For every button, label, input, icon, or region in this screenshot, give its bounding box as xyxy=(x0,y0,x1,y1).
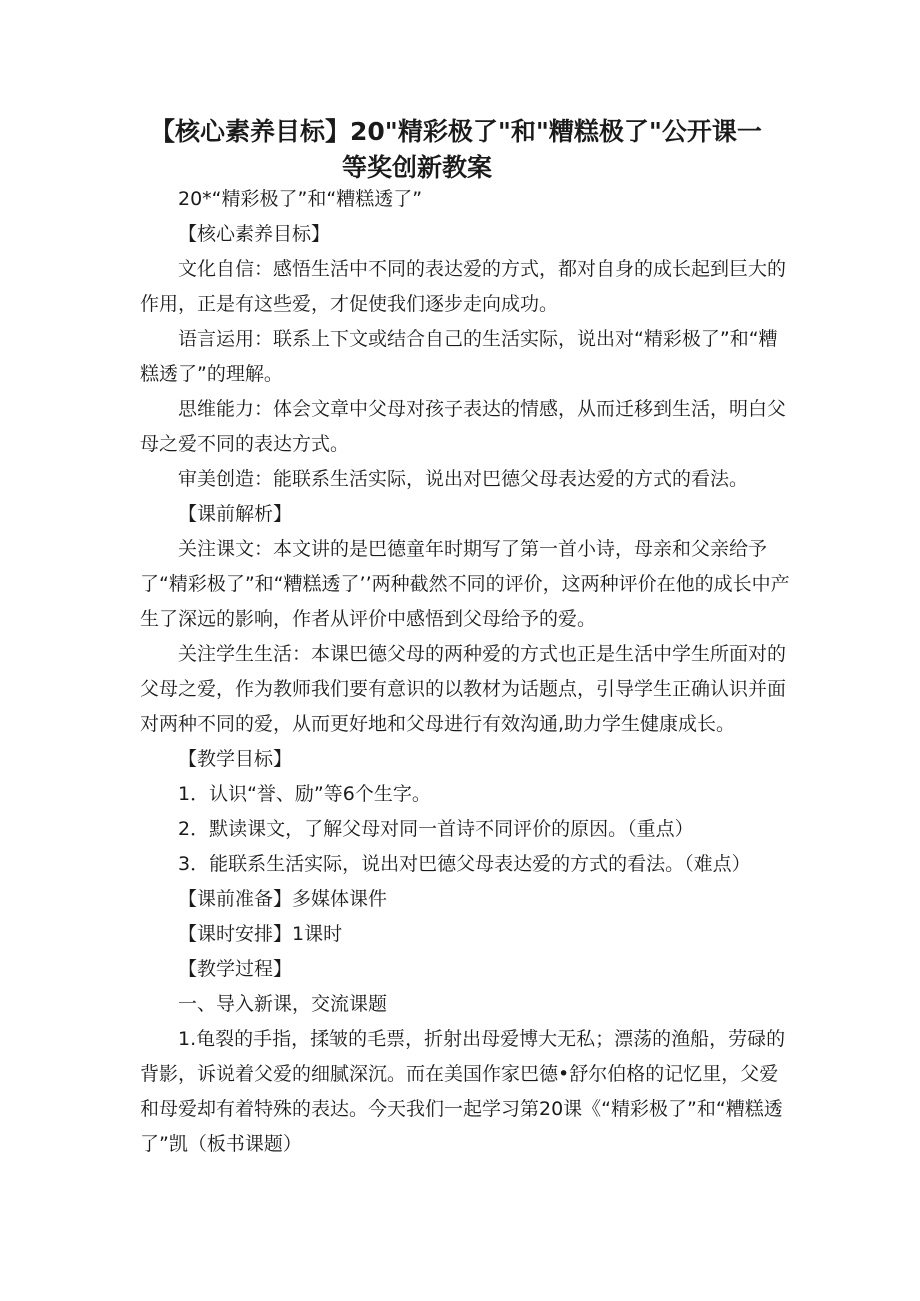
title-line-1: 【核心素养目标】20"精彩极了"和"糟糕极了"公开课一 xyxy=(150,117,762,146)
section-heading-teaching-process: 【教学过程】 xyxy=(178,958,293,980)
goal-item-1: 1．认识“誉、励”等6个生字。 xyxy=(178,783,431,805)
goal-item-2: 2．默读课文，了解父母对同一首诗不同评价的原因。（重点） xyxy=(178,818,694,840)
step-heading-1: 一、导入新课，交流课题 xyxy=(178,993,388,1015)
document-title xyxy=(150,114,810,186)
paragraph-focus-text: 关注课文：本文讲的是巴德童年时期写了第一首小诗，母亲和父亲给予了“精彩极了”和“糟糕透了’’两种截然不同的评价，这两种评价在他的成长中产生了深远的影响，作者从评价中感悟到父母给予的爱。 xyxy=(140,538,790,630)
section-schedule: 【课时安排】1课时 xyxy=(178,923,343,945)
paragraph-focus-student-life: 关注学生生活：本课巴德父母的两种爱的方式也正是生活中学生所面对的父母之爱，作为教师我们要有意识的以教材为话题点，引导学生正确认识并面对两种不同的爱，从而更好地和父母进行有效沟通,助力学生健康成长。 xyxy=(140,643,787,735)
paragraph-thinking-ability: 思维能力：体会文章中父母对孩子表达的情感，从而迁移到生活，明白父母之爱不同的表达方式。 xyxy=(140,398,787,455)
lesson-heading: 20*“精彩极了”和“糟糕透了” xyxy=(178,188,423,210)
paragraph-language-use: 语言运用：联系上下文或结合自己的生活实际，说出对“精彩极了”和“糟糕透了”的理解。 xyxy=(140,328,778,385)
paragraph-introduction: 1.龟裂的手指，揉皱的毛票，折射出母爱博大无私；漂荡的渔船，劳碌的背影，诉说着父爱的细腻深沉。而在美国作家巴德•舒尔伯格的记忆里，父爱和母爱却有着特殊的表达。今天我们一起学习第20课《“精彩极了”和“糟糕透了”凯（板书课题） xyxy=(140,1028,786,1155)
document-body xyxy=(140,182,792,1162)
section-preparation: 【课前准备】多媒体课件 xyxy=(178,888,388,910)
section-heading-preclass-analysis: 【课前解析】 xyxy=(178,503,293,525)
section-heading-core-goals: 【核心素养目标】 xyxy=(178,223,331,245)
section-heading-teaching-goals: 【教学目标】 xyxy=(178,748,293,770)
paragraph-cultural-confidence: 文化自信：感悟生活中不同的表达爱的方式，都对自身的成长起到巨大的作用，正是有这些爱，才促使我们逐步走向成功。 xyxy=(140,258,787,315)
paragraph-aesthetic-creation: 审美创造：能联系生活实际，说出对巴德父母表达爱的方式的看法。 xyxy=(178,468,749,490)
title-line-2: 等奖创新教案 xyxy=(342,153,493,182)
goal-item-3: 3．能联系生活实际，说出对巴德父母表达爱的方式的看法。（难点） xyxy=(178,853,751,875)
